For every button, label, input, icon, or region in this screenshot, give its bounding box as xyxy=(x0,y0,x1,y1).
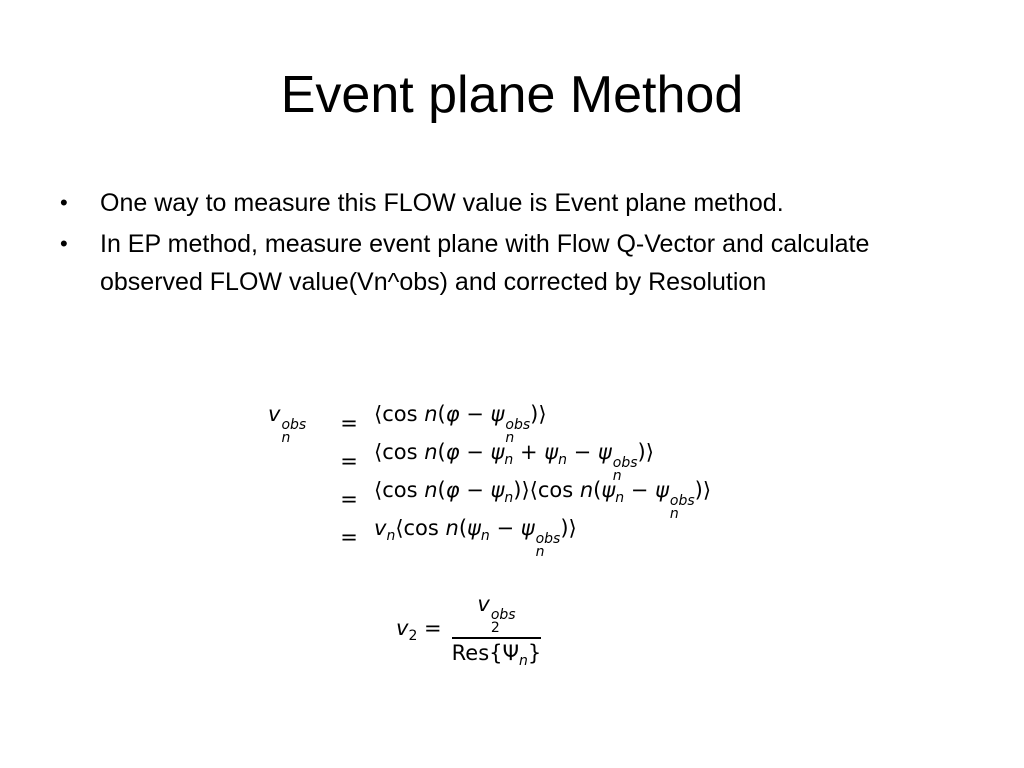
bullet-list xyxy=(60,184,920,304)
bullet-text: In EP method, measure event plane with Flow Q-Vector and calculate observed FLOW value(Vn^obs) and corrected by Resolution xyxy=(100,230,870,296)
slide-title: Event plane Method xyxy=(280,66,744,124)
equation-row: = ⟨cos $n(\varphi - \psi_n + \psi_n - \psi$ obs n )⟩ xyxy=(340,439,654,484)
equation-row: v obs n = ⟨cos n(φ − ψ obs n )⟩ xyxy=(268,401,547,446)
fraction: v obs 2 $Res\{\Psi_n\}$ xyxy=(451,592,542,669)
bullet-text: One way to measure this FLOW value is Event plane method. xyxy=(100,189,784,217)
equation-v2-resolution: $v_2$ = v obs 2 $Res\{\Psi_n\}$ xyxy=(396,592,542,669)
equation-row: = $v_n⟨\cos$ $n(\psi_n - \psi$ obs n )⟩ xyxy=(340,515,577,560)
bullet-dot-icon: • xyxy=(60,190,68,215)
bullet-dot-icon: • xyxy=(60,231,68,256)
bullet-item xyxy=(60,225,920,301)
equation-block-vn-obs xyxy=(268,401,712,560)
bullet-item xyxy=(60,184,920,222)
equation-row: = ⟨cos $n(\varphi - \psi_n)⟩⟨\cos$ $n(\psi_n - \psi$ obs n )⟩ xyxy=(340,477,712,522)
